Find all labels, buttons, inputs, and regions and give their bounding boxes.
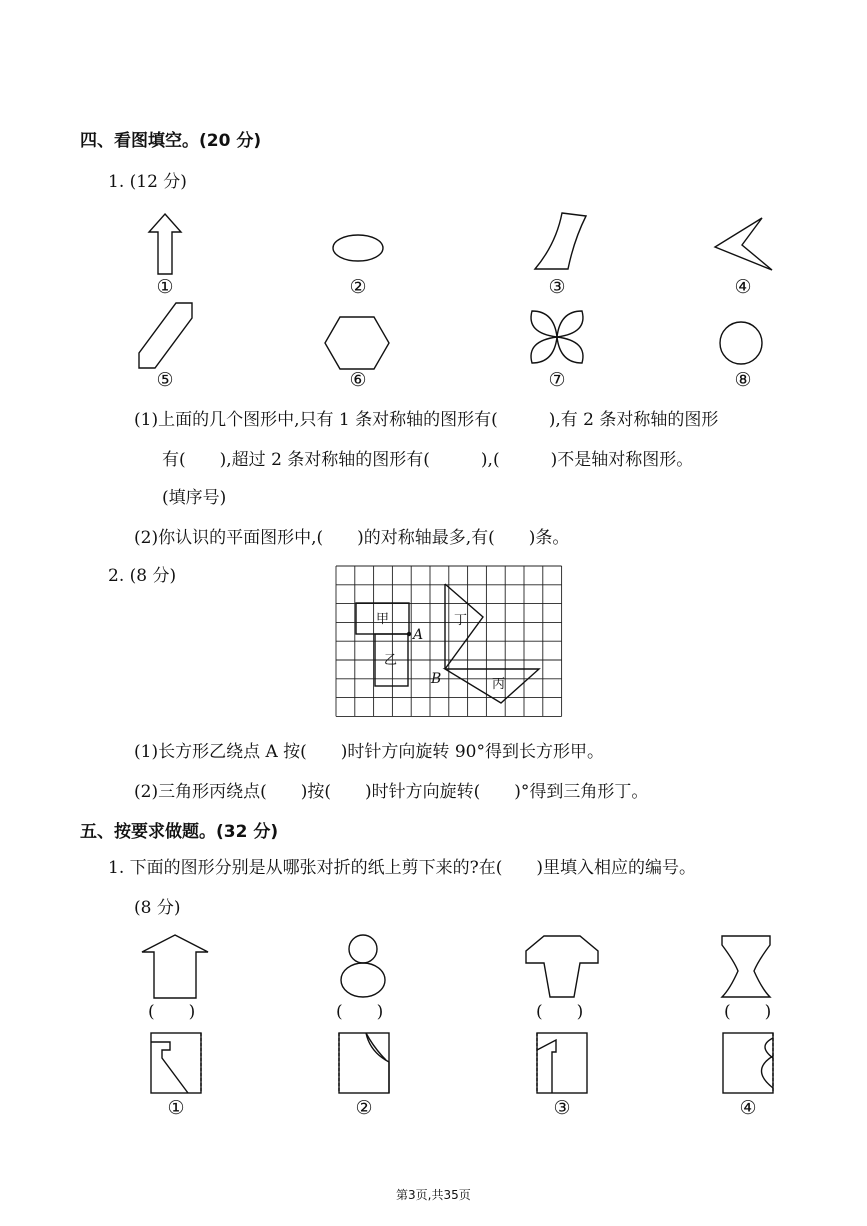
shape-label-4: ④ [734,276,752,298]
folded-paper-2 [336,1030,392,1096]
shape-label-5: ⑤ [156,369,174,391]
cutout-snowman-shape [334,932,392,1000]
arrowhead-shape [712,214,776,272]
q2-part1: (1)长方形乙绕点 A 按( )时针方向旋转 90°得到长方形甲。 [134,742,604,762]
label-bing: 丙 [492,677,506,692]
q1-label: 1. (12 分) [108,172,187,192]
cutout-goblet-shape [718,933,774,999]
paper-label-2: ② [355,1097,373,1119]
q2-label: 2. (8 分) [108,566,177,586]
shape-label-6: ⑥ [349,369,367,391]
hexagon-shape [322,314,392,372]
four-petal-flower-shape [522,305,592,369]
shape-label-1: ① [156,276,174,298]
q1-part2: (2)你认识的平面图形中,( )的对称轴最多,有( )条。 [134,528,570,548]
folded-paper-3 [534,1030,590,1096]
q1-part1-line2: 有( ),超过 2 条对称轴的图形有( ),( )不是轴对称图形。 [162,450,694,470]
section5-heading: 五、按要求做题。(32 分) [80,822,279,842]
cutout-notched-shape [522,933,602,999]
ellipse-shape [330,232,386,264]
paper-label-1: ① [167,1097,185,1119]
label-ding: 丁 [454,613,468,628]
paper-label-4: ④ [739,1097,757,1119]
shape-label-8: ⑧ [734,369,752,391]
label-yi: 乙 [384,653,398,668]
q1-part1-line1: (1)上面的几个图形中,只有 1 条对称轴的图形有( ),有 2 条对称轴的图形 [134,410,719,430]
q2-part2: (2)三角形丙绕点( )按( )时针方向旋转( )°得到三角形丁。 [134,782,649,802]
paper-label-3: ③ [553,1097,571,1119]
grid-lines [336,566,562,716]
curved-quad-shape [530,210,590,272]
folded-paper-1 [148,1030,204,1096]
cutout-arrow-shape [138,932,212,1000]
s5-q1-line1: 1. 下面的图形分别是从哪张对折的纸上剪下来的?在( )里填入相应的编号。 [108,858,697,878]
shape-label-7: ⑦ [548,369,566,391]
shape-label-2: ② [349,276,367,298]
slanted-hexagon-shape [134,300,196,372]
rotation-grid [334,562,560,724]
answer-blank-4: ( ) [724,1002,772,1022]
folded-paper-4 [720,1030,776,1096]
point-a-dot [407,632,411,636]
answer-blank-2: ( ) [336,1002,384,1022]
label-point-a: A [413,627,424,643]
answer-blank-3: ( ) [536,1002,584,1022]
label-jia: 甲 [376,612,390,627]
circle-shape [716,318,766,368]
shape-label-3: ③ [548,276,566,298]
q1-part1-note: (填序号) [162,488,227,508]
s5-q1-line2: (8 分) [134,898,181,918]
up-arrow-shape [145,212,185,276]
answer-blank-1: ( ) [148,1002,196,1022]
label-point-b: B [431,671,442,687]
page-footer: 第3页,共35页 [396,1188,471,1202]
section4-heading: 四、看图填空。(20 分) [80,131,262,151]
